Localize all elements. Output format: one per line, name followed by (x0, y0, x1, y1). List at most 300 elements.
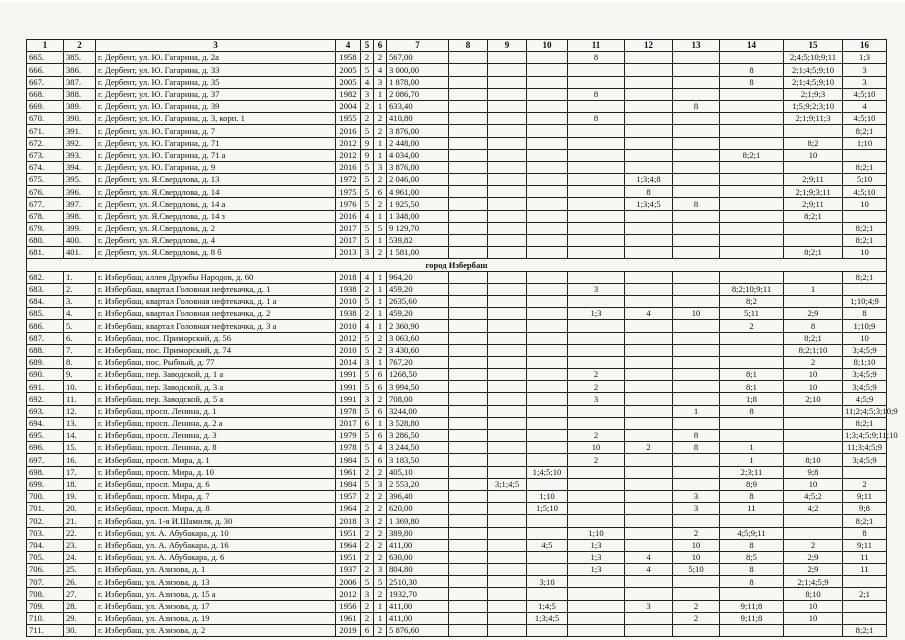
table-cell (625, 137, 673, 149)
table-row (27, 625, 887, 637)
table-cell (449, 393, 488, 405)
table-cell: 679. (27, 222, 64, 234)
table-cell: 8 (720, 76, 784, 88)
table-cell (449, 442, 488, 454)
table-cell (488, 369, 527, 381)
table-cell (843, 149, 887, 161)
table-cell (673, 137, 720, 149)
table-cell: 2 (568, 454, 625, 466)
table-cell (784, 271, 843, 283)
table-cell: 2012 (336, 332, 361, 344)
table-cell (625, 76, 673, 88)
table-cell: 8 (568, 52, 625, 64)
table-cell: г. Избербаш, пос. Рыбный, д. 77 (96, 356, 336, 368)
table-cell: 1;10;4;9 (843, 295, 887, 307)
table-cell: 1956 (336, 600, 361, 612)
table-cell: г. Дербент, ул. Ю. Гагарина, д. 71 (96, 137, 336, 149)
table-cell: 2;9 (784, 564, 843, 576)
section-header-row (27, 259, 887, 271)
header-row (27, 40, 887, 52)
table-cell: 3 (374, 161, 387, 173)
table-cell (449, 247, 488, 259)
table-cell: 1 369,80 (387, 515, 449, 527)
table-cell: 2 (374, 625, 387, 637)
table-cell (625, 393, 673, 405)
table-cell (673, 625, 720, 637)
table-cell: 401. (64, 247, 96, 259)
table-cell: 1951 (336, 551, 361, 563)
table-cell (449, 308, 488, 320)
table-cell: 1958 (336, 52, 361, 64)
table-cell: 1 (374, 210, 387, 222)
table-cell: 1957 (336, 490, 361, 502)
table-row (27, 198, 887, 210)
table-cell: 3 (361, 515, 374, 527)
table-cell: 10 (784, 381, 843, 393)
column-header: 14 (720, 40, 784, 52)
table-cell: 8 (673, 430, 720, 442)
table-cell: 708,00 (387, 393, 449, 405)
table-row (27, 235, 887, 247)
table-cell: 2 (374, 52, 387, 64)
table-cell (673, 125, 720, 137)
table-cell: 410,80 (387, 113, 449, 125)
table-cell: 5. (64, 320, 96, 332)
table-row (27, 100, 887, 112)
table-cell (568, 332, 625, 344)
table-cell (568, 186, 625, 198)
table-cell: 2 (625, 442, 673, 454)
table-cell: 1;3;4;8 (625, 174, 673, 186)
table-cell: 3 (361, 247, 374, 259)
table-cell: 6 (374, 381, 387, 393)
table-row (27, 588, 887, 600)
table-cell: 10 (673, 308, 720, 320)
table-cell: 3244,00 (387, 405, 449, 417)
table-cell: 4 (361, 76, 374, 88)
table-cell (673, 222, 720, 234)
table-cell: 5 (361, 576, 374, 588)
table-cell (673, 64, 720, 76)
table-cell (673, 320, 720, 332)
table-cell: 3 528,80 (387, 417, 449, 429)
column-header: 2 (64, 40, 96, 52)
table-cell: 2;9 (784, 308, 843, 320)
table-cell (488, 490, 527, 502)
table-cell (673, 161, 720, 173)
table-cell: 2014 (336, 356, 361, 368)
table-cell: 395. (64, 174, 96, 186)
table-cell (673, 417, 720, 429)
table-cell: 1 878,00 (387, 76, 449, 88)
table-cell: 2 (374, 198, 387, 210)
table-cell (488, 356, 527, 368)
table-cell (449, 612, 488, 624)
table-cell (449, 588, 488, 600)
table-cell (843, 210, 887, 222)
table-cell: 2510,30 (387, 576, 449, 588)
table-cell: 3;4;5;9 (843, 454, 887, 466)
table-cell: 2;1;9;3 (784, 88, 843, 100)
table-cell: г. Избербаш, пер. Заводской, д. 1 а (96, 369, 336, 381)
table-cell (568, 417, 625, 429)
table-cell (625, 320, 673, 332)
table-cell: 696. (27, 442, 64, 454)
table-cell: 9. (64, 369, 96, 381)
table-cell: 8;2;1 (843, 235, 887, 247)
table-cell (568, 161, 625, 173)
table-cell (625, 369, 673, 381)
table-cell: 708. (27, 588, 64, 600)
table-cell: 8 (843, 527, 887, 539)
table-cell: 396,40 (387, 490, 449, 502)
table-cell (784, 515, 843, 527)
table-cell: 8 (673, 198, 720, 210)
table-cell (527, 515, 568, 527)
table-cell: 5 876,60 (387, 625, 449, 637)
table-cell: 4 (374, 64, 387, 76)
table-cell: 459,20 (387, 308, 449, 320)
table-row (27, 576, 887, 588)
table-cell: 411,00 (387, 612, 449, 624)
table-cell: 1 (374, 149, 387, 161)
table-cell (625, 405, 673, 417)
table-cell: 10. (64, 381, 96, 393)
table-cell: 676. (27, 186, 64, 198)
table-cell (568, 466, 625, 478)
table-cell (568, 125, 625, 137)
table-cell: г. Избербаш, просп. Мира, д. 7 (96, 490, 336, 502)
table-cell: 693. (27, 405, 64, 417)
table-cell: 2016 (336, 210, 361, 222)
table-cell (527, 64, 568, 76)
table-cell: 1 (784, 283, 843, 295)
table-cell (527, 76, 568, 88)
table-cell: 1 (374, 271, 387, 283)
table-cell: 2017 (336, 222, 361, 234)
table-cell (568, 478, 625, 490)
table-cell: г. Дербент, ул. Я.Свердлова, д. 14 а (96, 198, 336, 210)
table-row (27, 125, 887, 137)
table-row (27, 551, 887, 563)
table-cell: 8 (720, 405, 784, 417)
table-cell: 2012 (336, 137, 361, 149)
table-cell (568, 405, 625, 417)
table-cell (625, 210, 673, 222)
table-cell: г. Избербаш, пос. Приморский, д. 56 (96, 332, 336, 344)
table-cell (625, 466, 673, 478)
table-cell (720, 100, 784, 112)
table-cell: 2 (361, 503, 374, 515)
table-cell (488, 442, 527, 454)
table-cell: 3 (374, 76, 387, 88)
table-cell (488, 564, 527, 576)
table-cell: 1;5;9;2;3;10 (784, 100, 843, 112)
table-cell: 1 (374, 600, 387, 612)
table-cell: 2 (720, 320, 784, 332)
table-cell: 27. (64, 588, 96, 600)
table-cell (527, 332, 568, 344)
table-cell: 6 (361, 417, 374, 429)
table-cell: г. Избербаш, квартал Головная нефтекачка, д. 1 (96, 283, 336, 295)
table-cell: 686. (27, 320, 64, 332)
table-cell: 10 (784, 612, 843, 624)
table-cell (449, 295, 488, 307)
table-cell: 8 (568, 88, 625, 100)
table-cell (488, 393, 527, 405)
table-cell: 5 (361, 344, 374, 356)
table-cell (527, 308, 568, 320)
table-cell (568, 576, 625, 588)
table-cell: г. Дербент, ул. Ю. Гагарина, д. 35 (96, 76, 336, 88)
table-cell: 1;10 (843, 137, 887, 149)
table-cell: 2 (374, 393, 387, 405)
table-cell (449, 222, 488, 234)
table-cell: 682. (27, 271, 64, 283)
table-cell: г. Избербаш, квартал Головная нефтекачка, д. 2 (96, 308, 336, 320)
table-cell: 3 (568, 283, 625, 295)
table-cell: 2 (361, 52, 374, 64)
table-cell (449, 283, 488, 295)
table-cell: 3 (843, 76, 887, 88)
table-cell: 539,82 (387, 235, 449, 247)
table-cell: 2 553,20 (387, 478, 449, 490)
table-cell: 1955 (336, 113, 361, 125)
table-cell: 8;2;1 (843, 222, 887, 234)
table-cell (673, 210, 720, 222)
table-cell: г. Избербаш, просп. Мира, д. 10 (96, 466, 336, 478)
table-cell: 20. (64, 503, 96, 515)
table-cell: 8 (568, 113, 625, 125)
table-cell: 19. (64, 490, 96, 502)
table-cell: 4;5;10 (843, 113, 887, 125)
table-cell: г. Избербаш, ул. Азизова, д. 1 (96, 564, 336, 576)
table-cell (720, 125, 784, 137)
table-cell: 2 (361, 100, 374, 112)
table-cell: 1 (720, 442, 784, 454)
table-cell (568, 625, 625, 637)
table-cell (527, 161, 568, 173)
table-cell: г. Избербаш, пос. Приморский, д. 74 (96, 344, 336, 356)
table-cell: 4 034,00 (387, 149, 449, 161)
table-cell: 2019 (336, 625, 361, 637)
table-cell (784, 222, 843, 234)
table-cell: 8;2;1 (784, 210, 843, 222)
table-cell (488, 295, 527, 307)
table-cell: 8;10 (784, 588, 843, 600)
column-header: 15 (784, 40, 843, 52)
table-cell: 2018 (336, 515, 361, 527)
table-cell: 1984 (336, 478, 361, 490)
table-cell (449, 356, 488, 368)
table-cell: 2;3;11 (720, 466, 784, 478)
table-row (27, 478, 887, 490)
table-row (27, 405, 887, 417)
table-cell (625, 454, 673, 466)
table-cell: 8;2;10;9;11 (720, 283, 784, 295)
table-cell: 5 (361, 222, 374, 234)
table-cell (784, 442, 843, 454)
table-cell (527, 417, 568, 429)
table-cell (527, 381, 568, 393)
table-cell (625, 515, 673, 527)
table-cell (673, 283, 720, 295)
table-cell: 697. (27, 454, 64, 466)
table-cell: г. Дербент, ул. Я.Свердлова, д. 2 (96, 222, 336, 234)
table-cell (488, 381, 527, 393)
table-cell: 1 (673, 405, 720, 417)
table-cell: г. Избербаш, ул. Азизова, д. 17 (96, 600, 336, 612)
table-cell: 670. (27, 113, 64, 125)
table-cell: 390. (64, 113, 96, 125)
table-cell (625, 625, 673, 637)
table-cell (625, 490, 673, 502)
table-cell: 8 (673, 100, 720, 112)
table-cell (449, 125, 488, 137)
table-cell: 1;3 (843, 52, 887, 64)
table-cell: 4 (625, 551, 673, 563)
table-cell (449, 186, 488, 198)
table-cell (625, 356, 673, 368)
table-cell: 5;11 (720, 308, 784, 320)
table-cell: 669. (27, 100, 64, 112)
table-cell (527, 454, 568, 466)
table-cell (673, 113, 720, 125)
table-cell: 11 (843, 551, 887, 563)
table-cell: 399. (64, 222, 96, 234)
table-cell (784, 405, 843, 417)
table-cell (449, 490, 488, 502)
table-cell (843, 612, 887, 624)
column-header: 10 (527, 40, 568, 52)
table-cell: 2012 (336, 149, 361, 161)
table-cell: 2;10 (784, 393, 843, 405)
table-row (27, 247, 887, 259)
table-cell: 13. (64, 417, 96, 429)
table-cell: 2 (568, 381, 625, 393)
table-cell (449, 235, 488, 247)
column-header: 4 (336, 40, 361, 52)
table-cell: 11 (843, 564, 887, 576)
table-cell: 8. (64, 356, 96, 368)
table-cell (488, 271, 527, 283)
table-cell: 4;5;9 (843, 393, 887, 405)
table-cell: 1 (374, 320, 387, 332)
table-cell: 17. (64, 466, 96, 478)
table-row (27, 381, 887, 393)
table-cell: 9 (361, 149, 374, 161)
table-cell (488, 222, 527, 234)
table-cell: 2 046,00 (387, 174, 449, 186)
table-cell: 2;9 (784, 551, 843, 563)
table-cell (625, 576, 673, 588)
table-cell: 1;3;4;5 (527, 612, 568, 624)
table-cell (568, 503, 625, 515)
table-cell (568, 490, 625, 502)
table-cell: 1984 (336, 454, 361, 466)
table-cell: г. Избербаш, квартал Головная нефтекачка, д. 3 а (96, 320, 336, 332)
table-cell: 392. (64, 137, 96, 149)
column-header: 6 (374, 40, 387, 52)
table-cell: 1978 (336, 442, 361, 454)
table-cell (568, 247, 625, 259)
table-cell (488, 344, 527, 356)
table-cell: 8;2;1 (720, 149, 784, 161)
table-cell (488, 210, 527, 222)
table-row (27, 503, 887, 515)
table-cell: г. Дербент, ул. Я.Свердлова, д. 14 (96, 186, 336, 198)
table-cell: 3 286,50 (387, 430, 449, 442)
table-row (27, 320, 887, 332)
table-row (27, 113, 887, 125)
table-cell: 2;1 (843, 588, 887, 600)
table-row (27, 356, 887, 368)
table-cell: 2 (361, 612, 374, 624)
table-cell: 18. (64, 478, 96, 490)
table-cell: 677. (27, 198, 64, 210)
table-cell: 2;1;4;5;9;10 (784, 76, 843, 88)
table-cell (673, 76, 720, 88)
table-cell: 3;4;5;9 (843, 344, 887, 356)
table-cell: 400. (64, 235, 96, 247)
table-cell (720, 186, 784, 198)
table-cell: 1;10 (527, 490, 568, 502)
table-cell: 2;1;4;5;9;10 (784, 64, 843, 76)
table-cell: 1991 (336, 369, 361, 381)
table-cell: 2017 (336, 417, 361, 429)
table-cell (568, 76, 625, 88)
table-cell: 2 (374, 174, 387, 186)
table-cell: 394. (64, 161, 96, 173)
table-cell (625, 332, 673, 344)
table-cell: 3 (374, 564, 387, 576)
table-cell: 5 (361, 161, 374, 173)
table-cell: 2 (374, 125, 387, 137)
table-cell (449, 369, 488, 381)
table-cell: 1 (374, 100, 387, 112)
table-cell: 411,00 (387, 600, 449, 612)
table-cell (625, 381, 673, 393)
table-cell (488, 332, 527, 344)
table-cell (720, 210, 784, 222)
table-cell (488, 515, 527, 527)
table-cell: 5 (361, 405, 374, 417)
table-cell: 2 (361, 490, 374, 502)
table-cell: 10 (784, 369, 843, 381)
table-cell: 688. (27, 344, 64, 356)
table-cell: 6. (64, 332, 96, 344)
table-cell: 1;3 (568, 564, 625, 576)
table-cell: 2 (374, 247, 387, 259)
table-cell: 2010 (336, 344, 361, 356)
table-cell: 8;2;1 (843, 271, 887, 283)
table-cell (625, 222, 673, 234)
table-cell: 1 581,00 (387, 247, 449, 259)
table-cell: 391. (64, 125, 96, 137)
table-cell: 633,40 (387, 100, 449, 112)
table-cell: 2 (374, 515, 387, 527)
table-cell: 687. (27, 332, 64, 344)
table-cell: 387. (64, 76, 96, 88)
table-row (27, 430, 887, 442)
table-cell: 2 (374, 344, 387, 356)
table-cell (625, 527, 673, 539)
table-cell (488, 417, 527, 429)
table-cell: 1991 (336, 393, 361, 405)
table-cell: 4;5 (527, 539, 568, 551)
table-cell: 2 086,70 (387, 88, 449, 100)
table-cell: 804,80 (387, 564, 449, 576)
